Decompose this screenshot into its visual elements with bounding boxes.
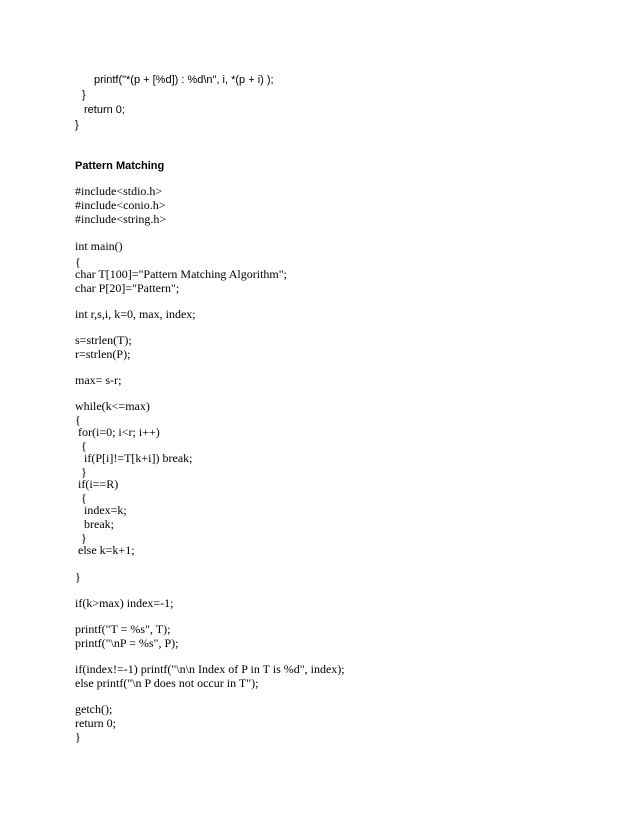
code-line: printf("*(p + [%d]) : %d\n", i, *(p + i) ); (94, 74, 274, 86)
code-line: while(k<=max) (75, 399, 150, 413)
code-line: char P[20]="Pattern"; (75, 281, 180, 295)
code-line: else k=k+1; (75, 543, 135, 557)
code-line: } (82, 89, 86, 101)
code-line: r=strlen(P); (75, 347, 131, 361)
code-line: } (75, 730, 81, 744)
code-line: if(k>max) index=-1; (75, 596, 174, 610)
code-line: } (75, 570, 81, 584)
code-line: #include<conio.h> (75, 198, 166, 212)
code-line: if(P[i]!=T[k+i]) break; (75, 451, 193, 465)
code-line: if(i==R) (75, 477, 119, 491)
code-line: } (75, 119, 79, 131)
code-line: #include<stdio.h> (75, 184, 163, 198)
code-line: max= s-r; (75, 373, 122, 387)
code-line: break; (75, 517, 114, 531)
code-line: { (75, 413, 81, 427)
code-line: } (75, 465, 87, 479)
code-line: } (75, 531, 87, 545)
code-line: printf("\nP = %s", P); (75, 636, 179, 650)
code-line: return 0; (75, 716, 116, 730)
code-line: for(i=0; i<r; i++) (75, 425, 160, 439)
code-line: index=k; (75, 503, 127, 517)
code-line: int r,s,i, k=0, max, index; (75, 307, 196, 321)
code-line: return 0; (84, 104, 125, 116)
code-line: getch(); (75, 702, 113, 716)
code-line: else printf("\n P does not occur in T"); (75, 676, 259, 690)
code-line: { (75, 255, 81, 269)
code-line: int main() (75, 239, 123, 253)
code-line: #include<string.h> (75, 212, 167, 226)
code-line: { (75, 439, 87, 453)
code-line: { (75, 491, 87, 505)
code-line: char T[100]="Pattern Matching Algorithm"; (75, 267, 287, 281)
section-heading: Pattern Matching (75, 160, 165, 172)
code-line: s=strlen(T); (75, 333, 132, 347)
code-line: if(index!=-1) printf("\n\n Index of P in T is %d", index); (75, 662, 345, 676)
code-line: printf("T = %s", T); (75, 622, 171, 636)
